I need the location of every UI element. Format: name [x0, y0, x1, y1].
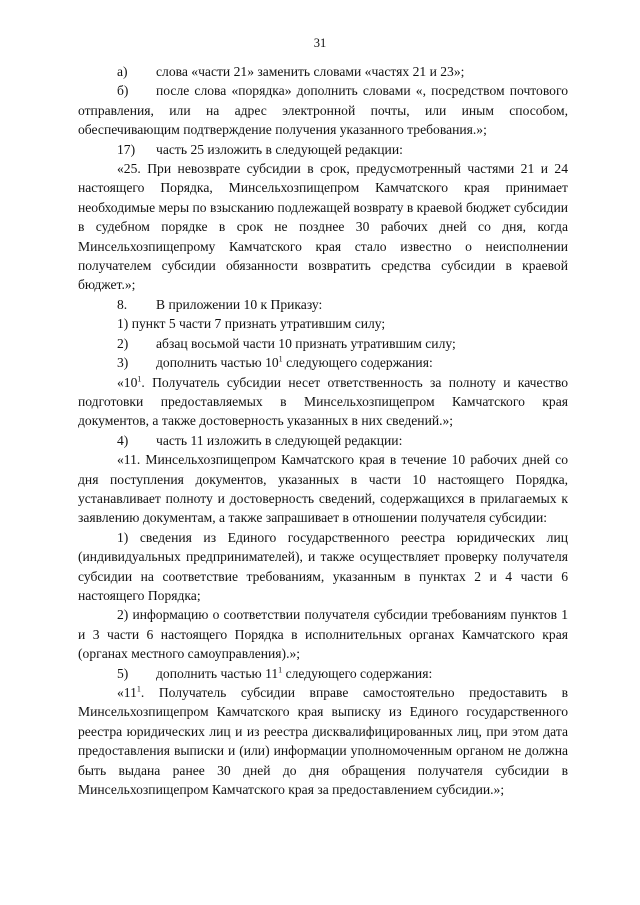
- subitem-2: [78, 334, 568, 353]
- superscript: 1: [136, 684, 141, 694]
- subitem-4: [78, 431, 568, 450]
- quote-start: «11: [117, 685, 137, 700]
- item-text: часть 25 изложить в следующей редакции:: [156, 141, 403, 157]
- page-number: 31: [313, 36, 327, 50]
- item-number: 17): [117, 141, 136, 157]
- quote-part-25: «25. При невозврате субсидии в срок, предусмотренный частями 21 и 24 настоящего Порядка, Минсельхозпищепром Камчатского края принимает необходимые меры по взысканию подлежащей возврату в краевой бюджет субсидии в судебном порядке в срок не позднее 30 рабочих дней со дня, когда Минсельхозпищепрому Камчатского края стало известно о неисполнении получателем субсидии обязанности возвратить средства субсидии в краевой бюджет.»;: [78, 161, 568, 293]
- item-text: дополнить частью 11: [156, 665, 279, 681]
- quote-part-11-item-1: 1) сведения из Единого государственного реестра юридических лиц (индивидуальных предпринимателей), и также осуществляет проверку получателя субсидии на соответствие требованиям, указанным в пунктах 2 и 4 части 6 настоящего Порядка;: [78, 529, 568, 603]
- paragraph-b: [78, 81, 568, 139]
- item-number: 4): [117, 432, 129, 448]
- item-number: 3): [117, 355, 129, 371]
- item-text: В приложении 10 к Приказу:: [156, 296, 323, 312]
- subitem-5: [78, 664, 568, 683]
- item-text-cont: следующего содержания:: [282, 355, 433, 371]
- item-number: а): [117, 64, 128, 79]
- subitem-3: [78, 353, 568, 372]
- quote-part-10-1: [78, 373, 568, 431]
- superscript: 1: [137, 373, 142, 383]
- item-text: часть 11 изложить в следующей редакции:: [156, 432, 403, 448]
- subitem-1: 1) пункт 5 части 7 признать утратившим силу;: [117, 316, 386, 332]
- paragraph-17: [78, 140, 568, 159]
- item-number: 5): [117, 665, 129, 681]
- item-number: 8.: [117, 296, 128, 312]
- item-text: слова «части 21» заменить словами «частях 21 и 23»;: [156, 64, 465, 79]
- superscript: 1: [278, 354, 283, 364]
- item-text: дополнить частью 10: [156, 355, 279, 371]
- item-text: после слова «порядка» дополнить словами «, посредством почтового отправления, или на адрес электронной почты, или иным способом, обеспечивающим подтверждение получения указанного требования.»;: [78, 83, 568, 138]
- paragraph-8: [78, 295, 568, 314]
- item-number: б): [117, 83, 129, 99]
- superscript: 1: [278, 665, 283, 675]
- quote-start: «10: [117, 374, 138, 390]
- quote-part-11-item-2: 2) информацию о соответствии получателя субсидии требованиям пунктов 1 и 3 части 6 настоящего Порядка в исполнительных органах Камчатского края (органах местного самоуправления).»;: [78, 607, 568, 662]
- item-text-cont: следующего содержания:: [282, 665, 433, 681]
- item-text: абзац восьмой части 10 признать утратившим силу;: [156, 335, 456, 351]
- quote-text: . Получатель субсидии несет ответственность за полноту и качество подготовки предоставляемых в Минсельхозпищепром Камчатского края документов, а также достоверность указанных в них сведений.»;: [78, 374, 568, 429]
- paragraph-a: [78, 62, 568, 81]
- document-body: [78, 62, 568, 799]
- item-number: 2): [117, 335, 129, 351]
- quote-part-11: «11. Минсельхозпищепром Камчатского края в течение 10 рабочих дней со дня поступления документов, указанных в части 10 настоящего Порядка, устанавливает полноту и достоверность сведений, содержащихся в прилагаемых к заявлению документам, а также запрашивает в отношении получателя субсидии:: [78, 452, 568, 526]
- quote-text: . Получатель субсидии вправе самостоятельно предоставить в Минсельхозпищепром Камчатского края выписку из Единого государственного реестра юридических лиц и из реестра дисквалифицированных лиц, при этом дата предоставления выписки и (или) информации уполномоченным органом не должна быть выдана ранее 30 дней до дня обращения получателя субсидии в Минсельхозпищепром Камчатского края за предоставлением субсидии.»;: [78, 685, 568, 798]
- quote-part-11-1: [78, 683, 568, 799]
